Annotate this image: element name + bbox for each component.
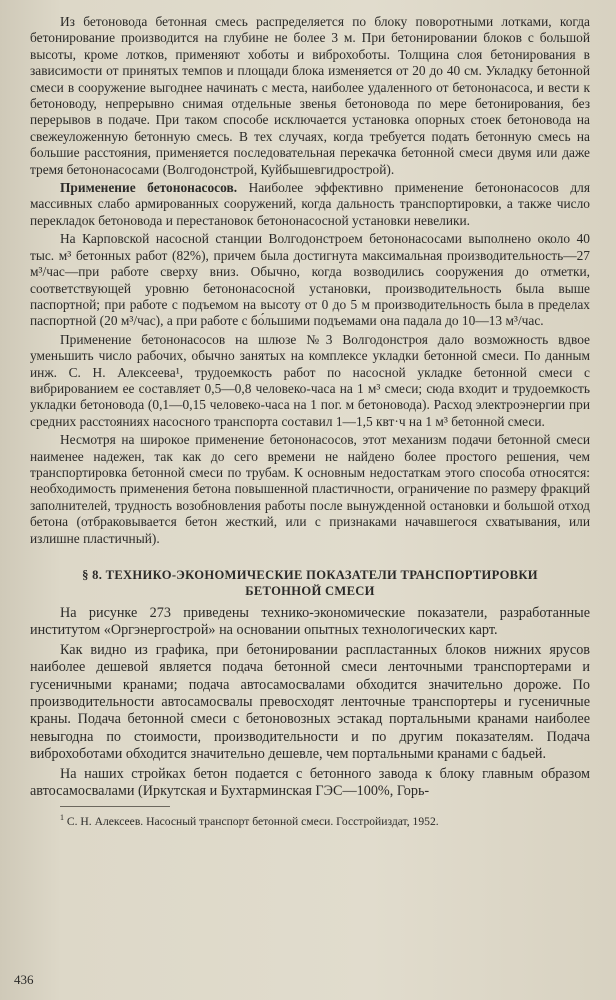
paragraph-graph-analysis bbox=[30, 642, 590, 764]
paragraph-text: На Карповской насосной станции Волгодонстроем бетононасосами выполнено около 40 тыс. м³ бетонных работ (82%), причем была достигнута максимальная производительность—27 м³/час—при работе сверху вниз. Обычно, когда возводились сооружения до отметки, соответствующей уровню бетононасосной установки, производительность была выше паспортной; при работе с подъемом на высоту от 0 до 5 м производительность была в пределах паспортной (20 м³/час), а при работе с бо́льшими подъемами она падала до 10—13 м³/час. bbox=[30, 231, 590, 329]
body-text-section-2 bbox=[30, 605, 590, 800]
footnote-text: С. Н. Алексеев. Насосный транспорт бетонной смеси. Госстройиздат, 1952. bbox=[64, 815, 439, 829]
paragraph-text: Из бетоновода бетонная смесь распределяется по блоку поворотными лотками, когда бетонирование производится на глубине не более 3 м. При бетонировании блоков с большой высоты, кроме лотков, применяют хоботы и виброхоботы. Толщина слоя бетонирования в зависимости от принятых темпов и площади блока изменяется от 20 до 40 см. Укладку бетонной смеси в сооружение выгоднее начинать с места, наиболее удаленного от бетононасоса, и вести к бетоноводу, непрерывно снимая отдельные звенья бетоновода по мере бетонирования, без перерывов в подаче. При таком способе исключается установка опорных стоек бетоновода на свежеуложенную бетонную смесь. В тех случаях, когда требуется подать бетонную смесь на большие расстояния, применяется последовательная перекачка бетонной смеси двумя или даже тремя бетононасосами (Волгодонстрой, Куйбышевгидрострой). bbox=[30, 14, 590, 177]
section-heading-line-1: § 8. ТЕХНИКО-ЭКОНОМИЧЕСКИЕ ПОКАЗАТЕЛИ ТРАНСПОРТИРОВКИ bbox=[82, 568, 538, 582]
paragraph-karpovskaya-station bbox=[30, 231, 590, 329]
paragraph-disadvantages bbox=[30, 432, 590, 547]
paragraph-text: Несмотря на широкое применение бетононасосов, этот механизм подачи бетонной смеси наименее надежен, так как до сего времени не найдено более простого решения, чем транспортировка бетонной смеси по трубам. К основным недостаткам этого способа относятся: необходимость применения бетона повышенной пластичности, ограничение по размеру фракций заполнителей, трудность возобновления работы после вынужденной остановки и большой отход бетона (отбраковывается бетон жесткий, или с признаками начавшегося схватывания, или излишне пластичный). bbox=[30, 432, 590, 546]
paragraph-lead-heading: Применение бетононасосов. bbox=[60, 180, 238, 196]
paragraph-pump-application bbox=[30, 180, 590, 229]
paragraph-text: На наших стройках бетон подается с бетонного завода к блоку главным образом автосамосвалами (Иркутская и Бухтарминская ГЭС—100%, Горь- bbox=[30, 765, 590, 800]
paragraph-text: Применение бетононасосов на шлюзе №3 Волгодонстроя дало возможность вдвое уменьшить число рабочих, обычно занятых на комплексе укладки бетонной смеси. По данным инж. С. Н. Алексеева¹, трудоемкость работ по насосной укладке бетонной смеси с вибрированием ее составляет 0,5—0,8 человеко-часа на 1 м³ смеси; сюда входит и трудоемкость укладки бетоновода (0,1—0,15 человеко-часа на 1 пог. м бетоновода). Расход электроэнергии при средних расстояниях насосного транспорта составил 1—1,5 квт·ч на 1 м³ бетонной смеси. bbox=[30, 331, 590, 429]
paragraph-text: На рисунке 273 приведены технико-экономические показатели, разработанные институтом «Оргэнергострой» на основании опытных технологических карт. bbox=[30, 605, 590, 639]
footnote-mark: 1 bbox=[60, 813, 64, 823]
section-heading-line-2: БЕТОННОЙ СМЕСИ bbox=[245, 584, 375, 598]
page-number: 436 bbox=[14, 972, 34, 987]
footnote-divider bbox=[60, 806, 170, 807]
paragraph-lock-3 bbox=[30, 332, 590, 430]
paragraph-figure-273 bbox=[30, 605, 590, 640]
paragraph-construction-sites bbox=[30, 766, 590, 801]
body-text-section-1 bbox=[30, 14, 590, 547]
section-heading bbox=[30, 567, 590, 599]
paragraph-text: Как видно из графика, при бетонировании распластанных блоков нижних ярусов наиболее дешевой является подача бетонной смеси ленточными транспортерами и гусеничными кранами; подача автосамосвалами обходится значительно дороже. По производительности автосамосвалы превосходят ленточные транспортеры и гусеничные краны. Подача бетонной смеси с бетоновозных эстакад портальными кранами наиболее невыгодна по стоимости, производительности и по другим показателям. Подача виброхоботами обходится значительно дешевле, чем портальными кранами с бадьей. bbox=[30, 641, 590, 763]
footnote bbox=[30, 811, 590, 829]
paragraph-text: Наиболее эффективно применение бетононасосов для массивных слабо армированных сооружений, когда дальность транспортировки, а также число перекладок бетоновода и перестановок бетононасосной установки невелики. bbox=[30, 180, 590, 228]
paragraph-concrete-distribution bbox=[30, 14, 590, 178]
